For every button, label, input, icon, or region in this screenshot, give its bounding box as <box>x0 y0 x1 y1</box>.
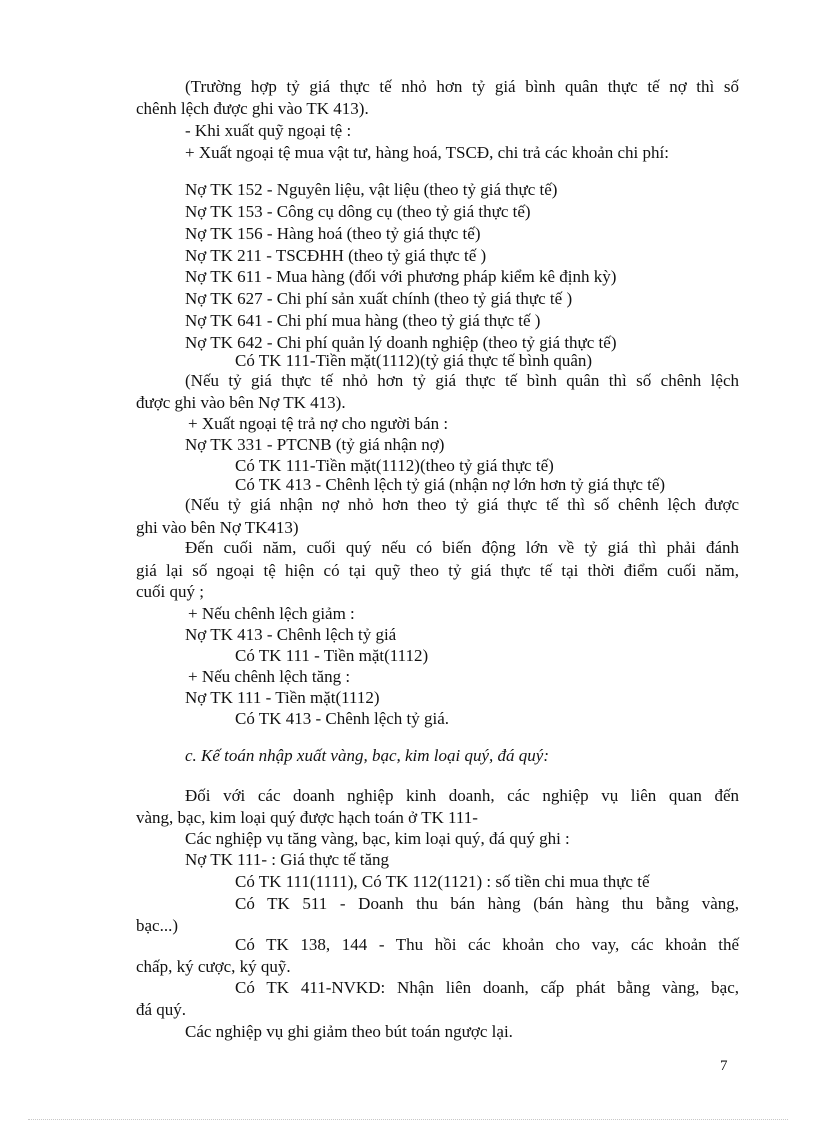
page-number: 7 <box>720 1058 728 1074</box>
page-bottom-divider <box>28 1119 788 1120</box>
document-page: (Trường hợp tỷ giá thực tế nhỏ hơn tỷ giá bình quân thực tế nợ thì số chênh lệch được ghi vào TK 413). - Khi xuất quỹ ngoại tệ : + Xuất ngoại tệ mua vật tư, hàng hoá, TSCĐ, chi trả các khoản chi phí: Nợ TK 152 - Nguyên liệu, vật liệu (theo tỷ giá thực tế) Nợ TK 153 - Công cụ dông cụ (theo tỷ giá thực tế) Nợ TK 156 - Hàng hoá (theo tỷ giá thực tế) Nợ TK 211 - TSCĐHH (theo tỷ giá thực tế ) Nợ TK 611 - Mua hàng (đối với phương pháp kiểm kê định kỳ) Nợ TK 627 - Chi phí sản xuất chính (theo tỷ giá thực tế ) Nợ TK 641 - Chi phí mua hàng (theo tỷ giá thực tế ) Nợ TK 642 - Chi phí quản lý doanh nghiệp (theo tỷ giá thực tế) Có TK 111-Tiền mặt(1112)(tỷ giá thực tế bình quân) (Nếu tỷ giá thực tế nhỏ hơn tỷ giá thực tế bình quân thì số chênh lệch được ghi vào bên Nợ TK 413). + Xuất ngoại tệ trả nợ cho người bán : Nợ TK 331 - PTCNB (tỷ giá nhận nợ) Có TK 111-Tiền mặt(1112)(theo tỷ giá thực tế) Có TK 413 - Chênh lệch tỷ giá (nhận nợ lớn hơn tỷ giá thực tế) (Nếu tỷ giá nhận nợ nhỏ hơn theo tỷ giá thực tế thì số chênh lệch được ghi vào bên Nợ TK413) Đến cuối năm, cuối quý nếu có biến động lớn về tỷ giá thì phải đánh giá lại số ngoại tệ hiện có tại quỹ theo tỷ giá thực tế tại thời điểm cuối năm, cuối quý ; + Nếu chênh lệch giảm : Nợ TK 413 - Chênh lệch tỷ giá Có TK 111 - Tiền mặt(1112) + Nếu chênh lệch tăng : Nợ TK 111 - Tiền mặt(1112) Có TK 413 - Chênh lệch tỷ giá. c. Kế toán nhập xuất vàng, bạc, kim loại quý, đá quý: Đối với các doanh nghiệp kinh doanh, các nghiệp vụ liên quan đến vàng, bạc, kim loại quý được hạch toán ở TK 111- Các nghiệp vụ tăng vàng, bạc, kim loại quý, đá quý ghi : Nợ TK 111- : Giá thực tế tăng Có TK 111(1111), Có TK 112(1121) : số tiền chi mua thực tế Có TK 511 - Doanh thu bán hàng (bán hàng thu bằng vàng, bạc...) Có TK 138, 144 - Thu hồi các khoản cho vay, các khoản thế chấp, ký cược, ký quỹ. Có TK 411-NVKD: Nhận liên doanh, cấp phát bằng vàng, bạc, đá quý. Các nghiệp vụ ghi giảm theo bút toán ngược lại. 7 <box>0 0 816 1123</box>
